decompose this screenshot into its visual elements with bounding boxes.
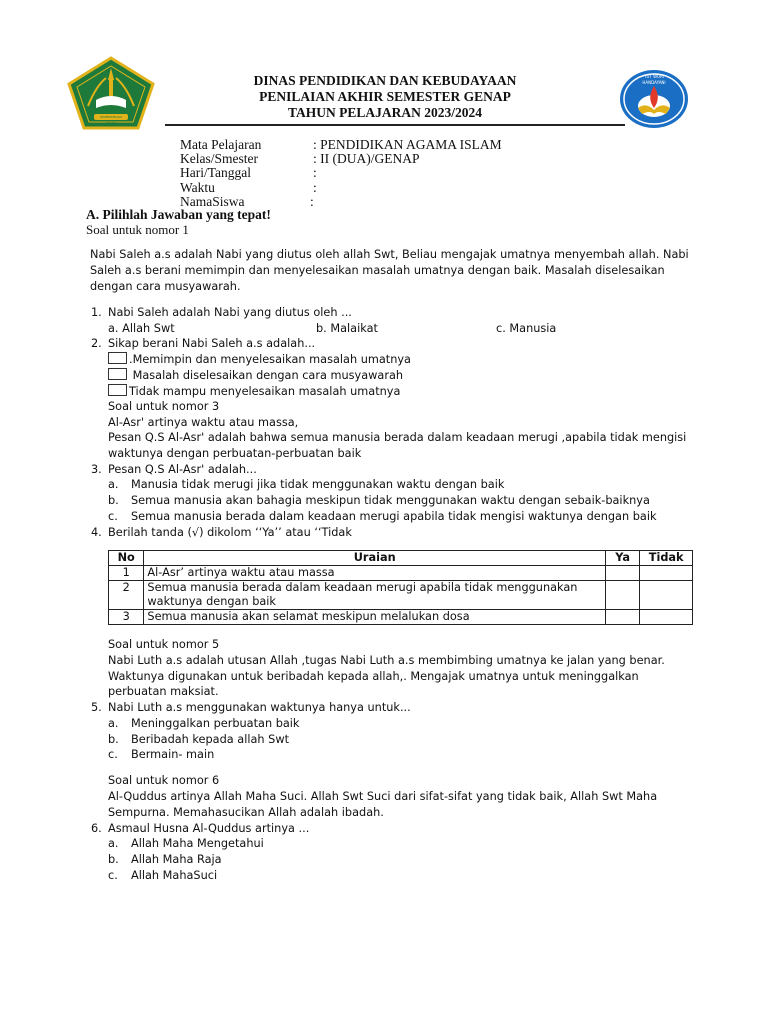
table-row (109, 610, 693, 625)
question-2-option-1 (108, 352, 411, 368)
question-number: 2. (91, 337, 102, 350)
passage-6-line2: Sempurna. Memahasucikan Allah adalah ibadah. (108, 806, 384, 819)
meta-row-date (180, 165, 317, 180)
passage-3-line1: Al-Asr' artinya waktu atau massa, (108, 416, 299, 429)
question-2-text: Sikap berani Nabi Saleh a.s adalah... (108, 337, 316, 350)
row-number: 1 (109, 566, 144, 581)
passage-1-line2: Saleh a.s berani memimpin dan menyelesaikan masalah umatnya dengan baik. Masalah diselesaikan (90, 264, 665, 277)
passage-6-line1: Al-Quddus artinya Allah Maha Suci. Allah Swt Suci dari sifat-sifat yang tidak baik, Allah Swt Maha (108, 790, 658, 803)
option-label: .Memimpin dan menyelesaikan masalah umatnya (129, 353, 411, 366)
meta-row-time (180, 180, 317, 195)
passage-3-line2: Pesan Q.S Al-Asr' adalah bahwa semua manusia berada dalam keadaan merugi ,apabila tidak mengisi (108, 431, 687, 444)
header-title-line3: TAHUN PELAJARAN 2023/2024 (287, 105, 482, 120)
question-number: 6. (91, 822, 102, 835)
question-3-option-b: Semua manusia akan bahagia meskipun tidak menggunakan waktu dengan sebaik-baiknya (131, 494, 650, 507)
table-row (109, 566, 693, 581)
tut-wuri-logo (618, 68, 690, 130)
row-statement: Al-Asr’ artinya waktu atau massa (144, 566, 606, 581)
question-1-option-b: b. Malaikat (316, 322, 378, 335)
question-number: 1. (91, 306, 102, 319)
kemenag-logo-text: KEMENTERIAN AGAMA (100, 115, 122, 125)
row-statement: Semua manusia akan selamat meskipun melalukan dosa (144, 610, 606, 625)
option-letter: c. (108, 869, 118, 882)
soal-intro-5: Soal untuk nomor 5 (108, 638, 220, 651)
column-header-ya: Ya (605, 551, 639, 566)
question-1-option-c: c. Manusia (496, 322, 557, 335)
question-number: 4. (91, 526, 102, 539)
checkbox-icon[interactable] (108, 368, 127, 380)
option-letter: a. (108, 478, 119, 491)
row-statement-line2: waktunya dengan baik (147, 595, 276, 608)
header-title-line2: PENILAIAN AKHIR SEMESTER GENAP (259, 89, 511, 104)
question-5-option-c: Bermain- main (131, 748, 215, 761)
meta-value: : (310, 194, 314, 209)
question-number: 5. (91, 701, 102, 714)
soal-intro-3: Soal untuk nomor 3 (108, 400, 220, 413)
option-letter: c. (108, 510, 118, 523)
passage-3-line3: waktunya dengan perbuatan-perbuatan baik (108, 447, 362, 460)
option-letter: c. (108, 748, 118, 761)
tidak-cell[interactable] (640, 610, 693, 625)
option-label: Masalah diselesaikan dengan cara musyawarah (129, 369, 404, 382)
question-number: 3. (91, 463, 102, 476)
header-divider (165, 124, 625, 126)
passage-5-line1: Nabi Luth a.s adalah utusan Allah ,tugas Nabi Luth a.s membimbing umatnya ke jalan yang benar. (108, 654, 665, 667)
tut-wuri-logo-text: TUT WURI HANDAYANI (642, 74, 666, 85)
header-title-line1: DINAS PENDIDIKAN DAN KEBUDAYAAN (253, 73, 517, 88)
row-statement-line1: Semua manusia berada dalam keadaan merugi apabila tidak menggunakan (147, 581, 578, 594)
meta-row-class (180, 151, 419, 166)
table-row (109, 581, 693, 610)
option-letter: b. (108, 853, 119, 866)
option-letter: a. (108, 837, 119, 850)
soal-intro-1: Soal untuk nomor 1 (86, 222, 189, 237)
passage-5-line3: perbuatan maksiat. (108, 685, 219, 698)
question-5-option-a: Meninggalkan perbuatan baik (131, 717, 300, 730)
question-2-option-2 (108, 368, 403, 384)
column-header-no: No (109, 551, 144, 566)
meta-label: Waktu (180, 180, 215, 195)
question-5-text: Nabi Luth a.s menggunakan waktunya hanya untuk... (108, 701, 411, 714)
row-number: 3 (109, 610, 144, 625)
question-2-option-3 (108, 384, 400, 400)
ya-cell[interactable] (605, 610, 639, 625)
row-number: 2 (109, 581, 144, 610)
question-5-option-b: Beribadah kepada allah Swt (131, 733, 290, 746)
question-3-text: Pesan Q.S Al-Asr' adalah... (108, 463, 257, 476)
tidak-cell[interactable] (640, 581, 693, 610)
passage-5-line2: Waktunya digunakan untuk beribadah kepada allah,. Mengajak umatnya untuk meninggalkan (108, 670, 639, 683)
answer-table (108, 550, 693, 625)
column-header-tidak: Tidak (640, 551, 693, 566)
question-3-option-c: Semua manusia berada dalam keadaan merugi apabila tidak mengisi waktunya dengan baik (131, 510, 657, 523)
soal-intro-6: Soal untuk nomor 6 (108, 774, 220, 787)
question-6-text: Asmaul Husna Al-Quddus artinya ... (108, 822, 310, 835)
option-letter: b. (108, 733, 119, 746)
meta-label: Kelas/Smester (180, 151, 258, 166)
passage-1-line1: Nabi Saleh a.s adalah Nabi yang diutus oleh allah Swt, Beliau mengajak umatnya menyembah allah. Nabi (90, 248, 689, 261)
row-statement (144, 581, 606, 610)
kemenag-logo (66, 56, 156, 130)
meta-value: : II (DUA)/GENAP (313, 151, 420, 166)
checkbox-icon[interactable] (108, 384, 127, 396)
meta-label: NamaSiswa (180, 194, 245, 209)
ya-cell[interactable] (605, 566, 639, 581)
question-1-option-a: a. Allah Swt (108, 322, 175, 335)
table-header-row (109, 551, 693, 566)
question-6-option-b: Allah Maha Raja (131, 853, 222, 866)
section-a-heading: A. Pilihlah Jawaban yang tepat! (86, 207, 271, 222)
question-6-option-c: Allah MahaSuci (131, 869, 218, 882)
option-letter: a. (108, 717, 119, 730)
passage-1-line3: dengan cara musyawarah. (90, 280, 241, 293)
meta-row-subject (180, 137, 502, 152)
ya-cell[interactable] (605, 581, 639, 610)
question-3-option-a: Manusia tidak merugi jika tidak menggunakan waktu dengan baik (131, 478, 505, 491)
option-label: Tidak mampu menyelesaikan masalah umatnya (129, 385, 401, 398)
question-1-text: Nabi Saleh adalah Nabi yang diutus oleh ... (108, 306, 352, 319)
checkbox-icon[interactable] (108, 352, 127, 364)
meta-value: : (313, 165, 317, 180)
question-4-text: Berilah tanda (√) dikolom ‘‘Ya’’ atau ‘‘Tidak (108, 526, 352, 539)
question-6-option-a: Allah Maha Mengetahui (131, 837, 264, 850)
meta-label: Hari/Tanggal (180, 165, 252, 180)
option-letter: b. (108, 494, 119, 507)
tidak-cell[interactable] (640, 566, 693, 581)
meta-value: : (313, 180, 317, 195)
meta-label: Mata Pelajaran (180, 137, 262, 152)
meta-value: : PENDIDIKAN AGAMA ISLAM (313, 137, 502, 152)
column-header-uraian: Uraian (144, 551, 606, 566)
